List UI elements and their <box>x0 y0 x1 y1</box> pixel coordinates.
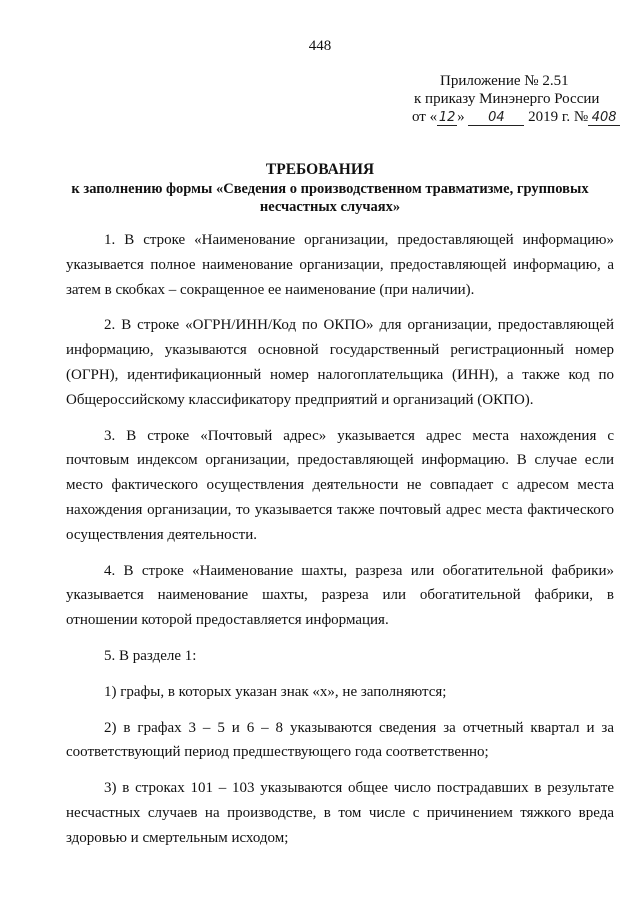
date-mid: » <box>457 109 465 125</box>
paragraph-2: 2. В строке «ОГРН/ИНН/Код по ОКПО» для организации, предоставляющей информацию, указываются основной государственный регистрационный номер (ОГРН), идентификационный номер налогоплательщика (ИНН), а также код по Общероссийскому классификатору предприятий и организаций (ОКПО). <box>66 317 614 408</box>
document-body <box>66 228 614 862</box>
handwritten-day: 12 <box>438 110 456 125</box>
list-item-3: 3) в строках 101 – 103 указываются общее число пострадавших в результате несчастных случаев на производстве, в том числе с причинением тяжкого вреда здоровью и смертельным исходом; <box>66 780 614 846</box>
date-year: 2019 г. № <box>528 109 589 125</box>
page-number: 448 <box>308 38 332 54</box>
paragraph-4: 4. В строке «Наименование шахты, разреза или обогатительной фабрики» указывается наименование шахты, разреза или обогатительной фабрики, в отношении которой предоставляется информация. <box>66 562 614 629</box>
document-title: ТРЕБОВАНИЯ <box>265 161 375 178</box>
document-subtitle: к заполнению формы «Сведения о производственном травматизме, групповых несчастных случаях» <box>71 181 589 215</box>
appendix-title: Приложение № 2.51 <box>440 73 569 89</box>
paragraph-5: 5. В разделе 1: <box>104 647 197 664</box>
list-item-2: 2) в графах 3 – 5 и 6 – 8 указываются сведения за отчетный квартал и за соответствующий период предшествующего года соответственно; <box>66 719 614 761</box>
appendix-block <box>412 72 617 126</box>
appendix-order-ref: к приказу Минэнерго России <box>414 91 600 107</box>
paragraph-1: 1. В строке «Наименование организации, предоставляющей информацию» указывается полное наименование организации, предоставляющей информацию, а затем в скобках – сокращенное ее наименование (при наличии). <box>66 232 614 298</box>
date-prefix: от « <box>412 109 438 125</box>
list-item-1: 1) графы, в которых указан знак «х», не заполняются; <box>104 683 447 700</box>
handwritten-month: 04 <box>468 111 524 126</box>
paragraph-3: 3. В строке «Почтовый адрес» указывается адрес места нахождения с почтовым индексом организации, предоставляющей информацию. В случае если место фактического осуществления деятельности не совпадает с адресом места нахождения организации, то указывается также почтовый адрес места фактического осуществления деятельности. <box>66 427 614 543</box>
appendix-date-line <box>412 108 617 126</box>
handwritten-order-number: 408 <box>588 111 620 126</box>
